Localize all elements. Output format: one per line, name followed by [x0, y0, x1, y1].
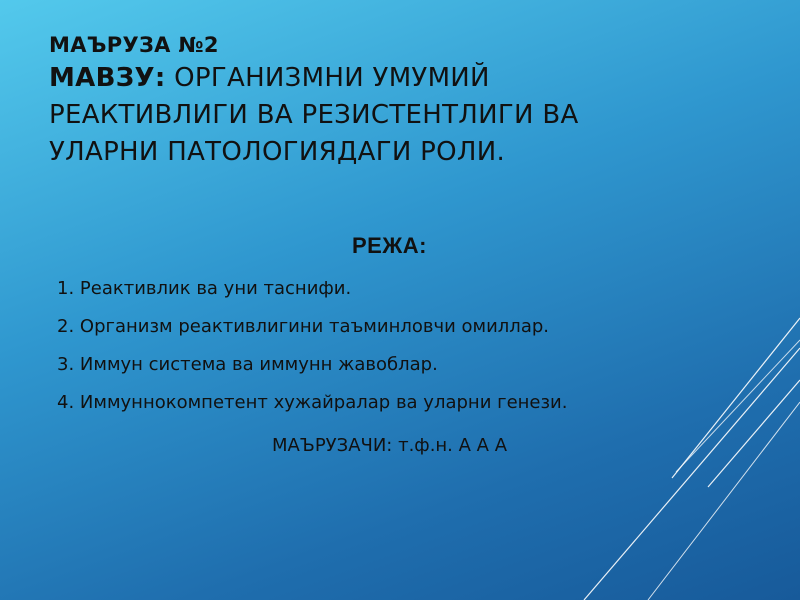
plan-item: 1. Реактивлик ва уни таснифи. [57, 278, 352, 299]
plan-item: 2. Организм реактивлигини таъминловчи омиллар. [57, 316, 549, 337]
topic-line-2: РЕАКТИВЛИГИ ВА РЕЗИСТЕНТЛИГИ ВА [49, 100, 579, 130]
decor-line [708, 380, 800, 487]
topic-line-3: УЛАРНИ ПАТОЛОГИЯДАГИ РОЛИ. [49, 137, 506, 167]
topic-line-1 [49, 60, 729, 97]
lecture-number: МАЪРУЗА №2 [49, 33, 219, 57]
decor-line [648, 402, 800, 600]
slide-title-block [49, 32, 729, 171]
plan-item: 4. Иммуннокомпетент хужайралар ва уларни генези. [57, 392, 568, 413]
plan-list [57, 276, 567, 428]
lecturer-line: МАЪРУЗАЧИ: т.ф.н. А А А [272, 435, 508, 456]
decor-line [584, 348, 800, 600]
plan-item: 3. Иммун система ва иммунн жавоблар. [57, 354, 438, 375]
decor-line [672, 318, 800, 478]
topic-title [49, 60, 729, 171]
topic-label: МАВЗУ: [49, 63, 166, 93]
decor-line [676, 340, 800, 472]
topic-line-1-text: ОРГАНИЗМНИ УМУМИЙ [165, 63, 490, 93]
plan-heading: РЕЖА: [352, 233, 427, 258]
